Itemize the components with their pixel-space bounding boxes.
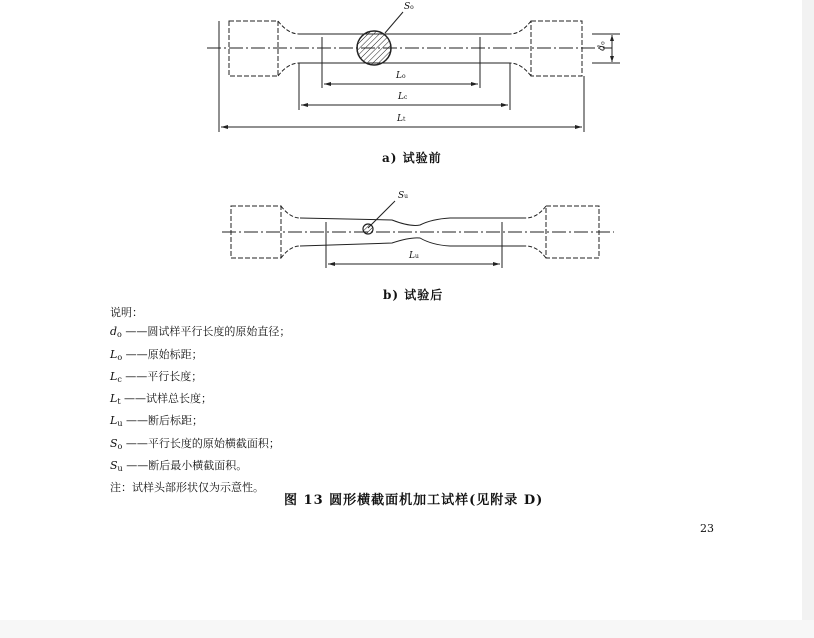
figure-title: 图 13 圆形横截面机加工试样(见附录 D) — [284, 493, 544, 508]
legend-item: $d_o$ ——圆试样平行长度的原始直径； — [110, 325, 291, 340]
legend — [110, 303, 510, 498]
legend-item: $L_u$ ——断后标距； — [110, 414, 203, 429]
legend-item: $S_u$ ——断后最小横截面积。 — [110, 459, 248, 474]
legend-item: $L_c$ ——平行长度； — [110, 369, 203, 384]
label-lo: Lo — [396, 71, 406, 81]
legend-heading: 说明： — [110, 306, 143, 319]
caption-b: b) 试验后 — [383, 288, 444, 302]
label-lu: Lu — [409, 251, 419, 261]
legend-item: $S_o$ ——平行长度的原始横截面积； — [110, 436, 280, 451]
caption-a: a) 试验前 — [382, 151, 442, 165]
label-lt: Lt — [397, 114, 406, 124]
label-su: Su — [398, 191, 409, 201]
legend-item: $L_o$ ——原始标距； — [110, 347, 203, 362]
label-do: do — [597, 41, 608, 51]
page-number: 23 — [700, 522, 714, 535]
label-lc: Lc — [398, 92, 408, 102]
legend-note: 注：试样头部形状仅为示意性。 — [110, 481, 264, 495]
legend-item: $L_t$ ——试样总长度； — [110, 392, 213, 407]
label-so: So — [404, 2, 414, 12]
